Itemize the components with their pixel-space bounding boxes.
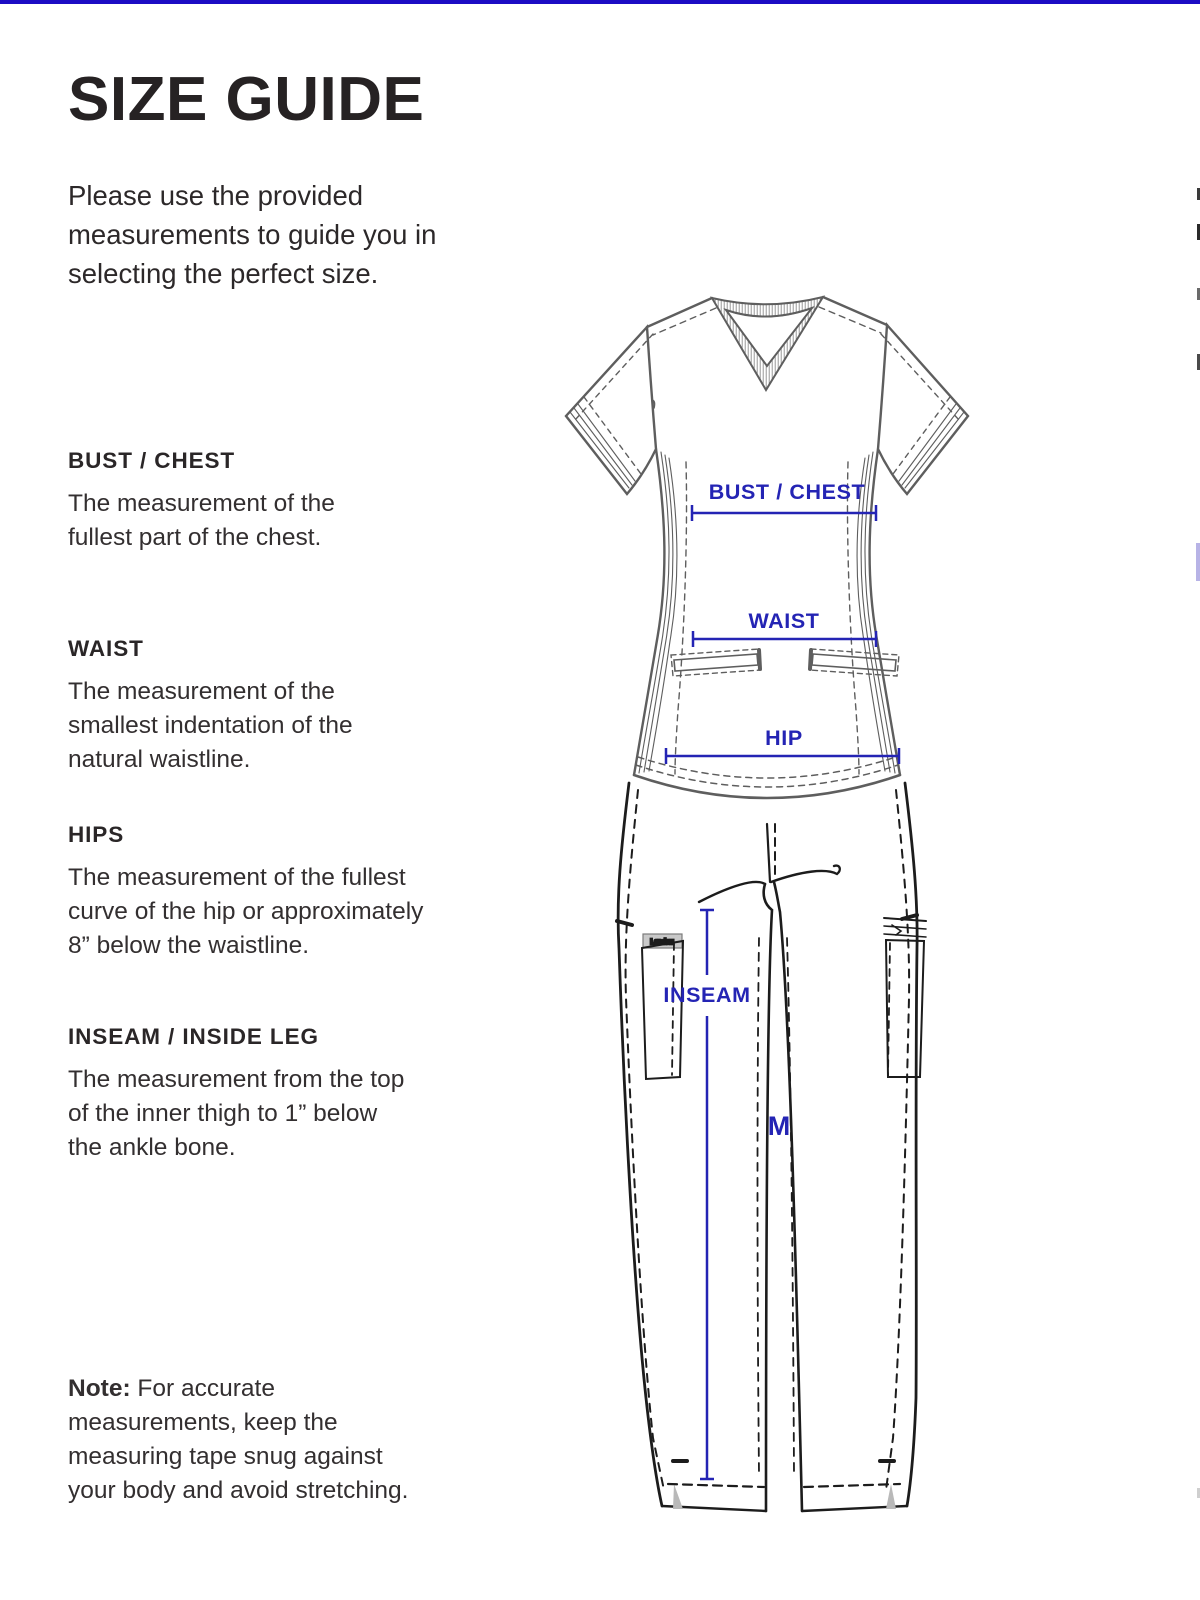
note-line: Note: For accurate (68, 1375, 275, 1402)
body-line: natural waistline. (68, 746, 251, 773)
body-line: 8” below the waistline. (68, 932, 310, 959)
bust-measure-label: BUST / CHEST (708, 480, 866, 504)
note-line: your body and avoid stretching. (68, 1477, 409, 1504)
scrub-top-drawing (566, 297, 968, 798)
intro-line: selecting the perfect size. (68, 258, 379, 289)
body-line: curve of the hip or approximately (68, 898, 424, 925)
body-line: of the inner thigh to 1” below (68, 1100, 378, 1127)
body-line: The measurement of the (68, 678, 335, 705)
right-sleeve (878, 325, 968, 494)
section-heading: HIPS (68, 822, 125, 847)
inseam-measure-label: INSEAM (663, 983, 751, 1007)
intro-paragraph (68, 176, 436, 293)
hip-measure-label: HIP (765, 726, 803, 750)
note-label: Note: (68, 1375, 131, 1402)
section-hips (68, 822, 423, 963)
body-line: The measurement of the fullest (68, 864, 406, 891)
section-body (68, 1063, 404, 1165)
edge-artifact (1196, 543, 1200, 581)
body-line: fullest part of the chest. (68, 524, 322, 551)
scrubs-measurement-diagram (534, 278, 996, 1528)
top-accent-bar (0, 0, 1200, 4)
section-heading: BUST / CHEST (68, 448, 236, 473)
section-bust-chest (68, 448, 335, 555)
left-sleeve (566, 327, 656, 494)
brand-tag: Landau (650, 939, 674, 946)
note-line: measuring tape snug against (68, 1443, 383, 1470)
note-line: measurements, keep the (68, 1409, 338, 1436)
section-heading: INSEAM / INSIDE LEG (68, 1024, 319, 1049)
right-cargo-pocket (884, 918, 926, 1077)
section-body (68, 675, 353, 777)
body-line: smallest indentation of the (68, 712, 353, 739)
section-inseam (68, 1024, 404, 1165)
page-title: SIZE GUIDE (68, 65, 425, 134)
body-line: The measurement from the top (68, 1066, 405, 1093)
section-heading: WAIST (68, 636, 144, 661)
section-body (68, 861, 423, 963)
waist-measure-label: WAIST (748, 609, 820, 633)
size-letter-label: M (767, 1111, 791, 1141)
section-waist (68, 636, 353, 777)
scrub-pants-drawing (617, 783, 926, 1511)
intro-line: Please use the provided (68, 180, 364, 211)
section-body (68, 487, 335, 555)
note-paragraph (68, 1372, 409, 1508)
body-line: the ankle bone. (68, 1134, 236, 1161)
intro-line: measurements to guide you in (68, 219, 437, 250)
body-line: The measurement of the (68, 490, 335, 517)
